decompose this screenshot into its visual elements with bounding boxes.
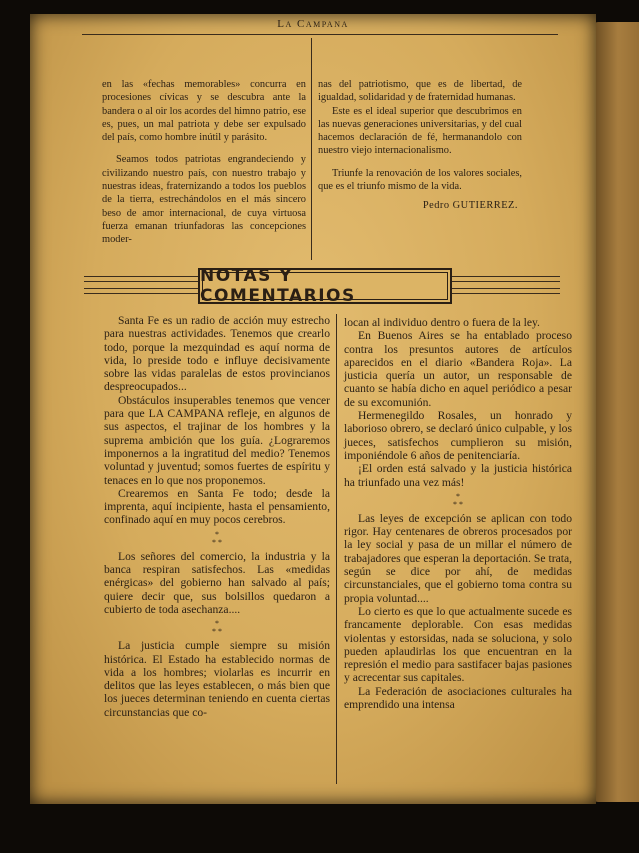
paragraph: La Federación de asociaciones culturales ha emprendido una intensa: [344, 684, 572, 712]
section-title: NOTAS Y COMENTARIOS: [198, 268, 452, 304]
asterism: * * *: [212, 619, 222, 637]
top-right-column: [318, 78, 522, 213]
section-banner: [84, 268, 560, 304]
paragraph: locan al individuo dentro o fuera de la ley.: [344, 316, 540, 329]
column-divider: [311, 38, 312, 260]
paragraph: Crearemos en Santa Fe todo; desde la imprenta, aquí incipiente, hasta el pensamiento, confinado aquí en muy pocos cerebros.: [104, 486, 330, 527]
asterism: * * *: [212, 529, 222, 547]
paragraph: Obstáculos insuperables tenemos que vencer para que LA CAMPANA refleje, en algunos de sus aspectos, el trajinar de los hombres y la suprema ambición que los guía. ¿Lograremos imponernos a la ingratitud del medio? Tenemos voluntad y juventud; somos fuertes de espíritu y tenaces en lo que nos proponemos.: [104, 393, 330, 487]
paragraph: Seamos todos patriotas engrandeciendo y civilizando nuestro país, con nuestro trabajo y nuestras ideas, fraternizando a todos los pueblos de la tierra, estrechándolos en el más sincero beso de amor internacional, de cuya virtuosa fuerza emanan triunfadoras las concepciones moder-: [102, 154, 306, 246]
paragraph: Los señores del comercio, la industria y la banca respiran satisfechos. Las «medidas enérgicas» del gobierno han salvado al país; quiere decir que, sus bolsillos quedaron a cubierto de toda asechanza....: [104, 549, 330, 616]
adjacent-page-edge: [594, 22, 639, 802]
author-signature: Pedro GUTIERREZ.: [422, 200, 518, 212]
paragraph: Triunfe la renovación de los valores sociales, que es el triunfo mismo de la vida.: [318, 167, 522, 193]
bottom-left-column: [104, 314, 330, 719]
running-header: La Campana: [277, 18, 349, 30]
paragraph: nas del patriotismo, que es de libertad, de igualdad, solidaridad y de fraternidad humanas.: [318, 79, 522, 104]
top-left-column: [102, 78, 306, 247]
column-divider: [336, 314, 337, 784]
paragraph: en las «fechas memorables» concurra en procesiones cívicas y se descubra ante la bandera o al oir los acordes del himno patrio, ese es, pues, un mal patriota y debe ser expulsado del país, como hombre inútil y parásito.: [102, 79, 306, 144]
paragraph: Hermenegildo Rosales, un honrado y laborioso obrero, se declaró único culpable, y los jueces, satisfechos cumplieron su misión, imponiéndole 6 años de penitenciaría.: [344, 409, 572, 462]
magazine-page: [30, 14, 596, 804]
paragraph: La justicia cumple siempre su misión histórica. El Estado ha establecido normas de vida a los hombres; violarlas es incurrir en delitos que las leyes establecen, o más bien que los jueces determinan teniendo en cuenta ciertas circunstancias que co-: [104, 639, 330, 719]
paragraph: Lo cierto es que lo que actualmente sucede es francamente deplorable. Con esas medidas violentas y estorsidas, nada se soluciona, y solo pueden aplaudirlas los que encuentran en la represión el medio para sastifacer bajas pasiones y acrecentar sus capitales.: [344, 604, 572, 685]
header-rule: [82, 34, 558, 35]
paragraph: Las leyes de excepción se aplican con todo rigor. Hay centenares de obreros procesados por la ley social y pasa de un millar el número de trabajadores que esperan la deportación. Se trata, según se dice por ahí, de medidas circunstanciales, que el gobierno toma contra su propia voluntad....: [344, 511, 572, 605]
paragraph: Santa Fe es un radio de acción muy estrecho para nuestras actividades. Tenemos que crearlo todo, porque la mezquindad es aquí norma de vida, lo preside todo e influye decisivamente sobre las vidas paralelas de estos provincianos despreocupados...: [104, 314, 330, 394]
asterism: * * *: [453, 491, 463, 509]
paragraph: ¡El orden está salvado y la justicia histórica ha triunfado una vez más!: [344, 462, 572, 489]
paragraph: Este es el ideal superior que descubrimos en las nuevas generaciones universitarias, y del cual hacemos declaración de fé, hermanandolo con nuestro viejo internacionalismo.: [318, 105, 522, 157]
bottom-right-column: [344, 316, 572, 711]
paragraph: En Buenos Aires se ha entablado proceso contra los presuntos autores de artículos aparecidos en el diario «Bandera Roja». La justicia quería un autor, un responsable de cuanto se había dicho en aquel periódico a pesar de su excomunión.: [344, 329, 572, 409]
